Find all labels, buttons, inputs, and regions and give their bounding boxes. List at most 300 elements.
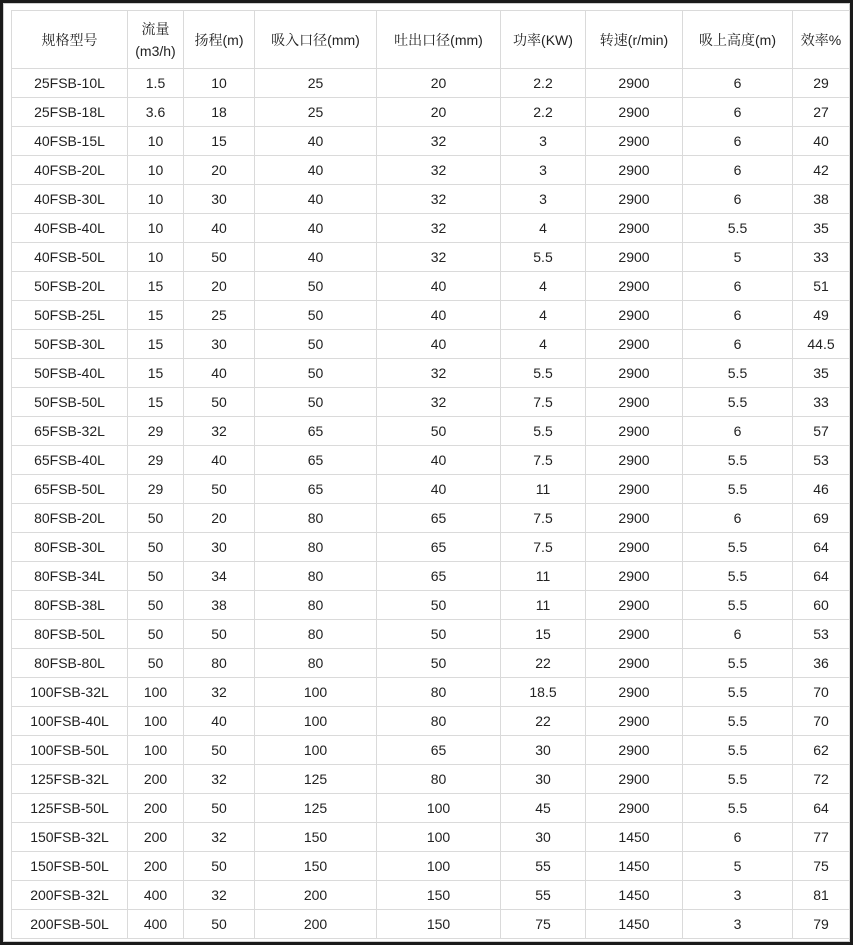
cell-flow: 15: [128, 272, 184, 301]
cell-inlet-diameter: 100: [255, 678, 377, 707]
cell-inlet-diameter: 40: [255, 127, 377, 156]
cell-outlet-diameter: 50: [377, 649, 501, 678]
cell-speed: 2900: [586, 417, 683, 446]
cell-outlet-diameter: 20: [377, 98, 501, 127]
cell-speed: 2900: [586, 301, 683, 330]
cell-model: 80FSB-80L: [12, 649, 128, 678]
cell-inlet-diameter: 50: [255, 272, 377, 301]
table-row: [12, 881, 850, 910]
cell-suction-height: 5: [683, 852, 793, 881]
cell-inlet-diameter: 50: [255, 301, 377, 330]
cell-model: 50FSB-20L: [12, 272, 128, 301]
cell-efficiency: 70: [793, 707, 850, 736]
cell-efficiency: 53: [793, 446, 850, 475]
cell-model: 25FSB-10L: [12, 69, 128, 98]
cell-speed: 2900: [586, 359, 683, 388]
cell-efficiency: 35: [793, 359, 850, 388]
cell-inlet-diameter: 200: [255, 910, 377, 939]
cell-suction-height: 5.5: [683, 359, 793, 388]
cell-inlet-diameter: 25: [255, 69, 377, 98]
cell-outlet-diameter: 80: [377, 678, 501, 707]
cell-speed: 2900: [586, 620, 683, 649]
cell-inlet-diameter: 150: [255, 823, 377, 852]
cell-inlet-diameter: 40: [255, 185, 377, 214]
cell-head: 30: [184, 330, 255, 359]
cell-outlet-diameter: 100: [377, 852, 501, 881]
cell-inlet-diameter: 80: [255, 649, 377, 678]
table-row: [12, 359, 850, 388]
table-row: [12, 910, 850, 939]
cell-model: 150FSB-50L: [12, 852, 128, 881]
cell-outlet-diameter: 32: [377, 185, 501, 214]
cell-inlet-diameter: 100: [255, 707, 377, 736]
table-row: [12, 707, 850, 736]
cell-inlet-diameter: 65: [255, 417, 377, 446]
table-row: [12, 736, 850, 765]
cell-suction-height: 6: [683, 156, 793, 185]
cell-efficiency: 64: [793, 562, 850, 591]
cell-speed: 2900: [586, 69, 683, 98]
table-row: [12, 504, 850, 533]
cell-power: 2.2: [501, 98, 586, 127]
cell-efficiency: 33: [793, 388, 850, 417]
cell-model: 100FSB-32L: [12, 678, 128, 707]
cell-efficiency: 49: [793, 301, 850, 330]
cell-flow: 200: [128, 765, 184, 794]
cell-suction-height: 5.5: [683, 533, 793, 562]
cell-head: 20: [184, 156, 255, 185]
cell-flow: 50: [128, 504, 184, 533]
cell-speed: 2900: [586, 562, 683, 591]
cell-efficiency: 53: [793, 620, 850, 649]
cell-inlet-diameter: 50: [255, 330, 377, 359]
cell-efficiency: 72: [793, 765, 850, 794]
cell-model: 80FSB-20L: [12, 504, 128, 533]
table-row: [12, 417, 850, 446]
cell-suction-height: 5.5: [683, 765, 793, 794]
cell-efficiency: 29: [793, 69, 850, 98]
cell-model: 50FSB-30L: [12, 330, 128, 359]
cell-outlet-diameter: 32: [377, 127, 501, 156]
cell-speed: 2900: [586, 475, 683, 504]
cell-head: 32: [184, 765, 255, 794]
cell-inlet-diameter: 150: [255, 852, 377, 881]
cell-efficiency: 51: [793, 272, 850, 301]
cell-flow: 29: [128, 417, 184, 446]
header-speed: 转速(r/min): [586, 11, 683, 69]
table-row: [12, 156, 850, 185]
cell-speed: 2900: [586, 736, 683, 765]
cell-inlet-diameter: 125: [255, 765, 377, 794]
cell-inlet-diameter: 100: [255, 736, 377, 765]
cell-efficiency: 36: [793, 649, 850, 678]
cell-flow: 50: [128, 533, 184, 562]
cell-power: 3: [501, 127, 586, 156]
cell-efficiency: 69: [793, 504, 850, 533]
cell-power: 7.5: [501, 388, 586, 417]
cell-model: 80FSB-30L: [12, 533, 128, 562]
cell-efficiency: 35: [793, 214, 850, 243]
cell-efficiency: 62: [793, 736, 850, 765]
cell-suction-height: 6: [683, 301, 793, 330]
table-row: [12, 185, 850, 214]
cell-speed: 2900: [586, 533, 683, 562]
cell-power: 30: [501, 736, 586, 765]
cell-model: 40FSB-50L: [12, 243, 128, 272]
cell-head: 25: [184, 301, 255, 330]
cell-speed: 2900: [586, 794, 683, 823]
cell-power: 22: [501, 707, 586, 736]
cell-head: 50: [184, 910, 255, 939]
header-head: 扬程(m): [184, 11, 255, 69]
table-row: [12, 852, 850, 881]
cell-suction-height: 5.5: [683, 475, 793, 504]
cell-efficiency: 33: [793, 243, 850, 272]
cell-speed: 1450: [586, 852, 683, 881]
cell-inlet-diameter: 80: [255, 533, 377, 562]
cell-outlet-diameter: 50: [377, 591, 501, 620]
header-power: 功率(KW): [501, 11, 586, 69]
cell-outlet-diameter: 32: [377, 388, 501, 417]
cell-speed: 2900: [586, 243, 683, 272]
cell-speed: 2900: [586, 272, 683, 301]
cell-head: 50: [184, 243, 255, 272]
cell-flow: 50: [128, 591, 184, 620]
cell-efficiency: 79: [793, 910, 850, 939]
cell-model: 40FSB-30L: [12, 185, 128, 214]
cell-outlet-diameter: 80: [377, 707, 501, 736]
cell-flow: 29: [128, 446, 184, 475]
cell-suction-height: 5.5: [683, 591, 793, 620]
table-row: [12, 69, 850, 98]
cell-power: 7.5: [501, 504, 586, 533]
cell-speed: 2900: [586, 330, 683, 359]
cell-model: 80FSB-38L: [12, 591, 128, 620]
cell-flow: 15: [128, 388, 184, 417]
cell-efficiency: 64: [793, 794, 850, 823]
cell-head: 80: [184, 649, 255, 678]
cell-efficiency: 57: [793, 417, 850, 446]
table-header-row: [12, 11, 850, 69]
cell-speed: 2900: [586, 504, 683, 533]
cell-head: 32: [184, 823, 255, 852]
cell-suction-height: 3: [683, 881, 793, 910]
cell-head: 50: [184, 388, 255, 417]
table-row: [12, 678, 850, 707]
table-row: [12, 301, 850, 330]
table-row: [12, 620, 850, 649]
cell-outlet-diameter: 32: [377, 156, 501, 185]
cell-inlet-diameter: 50: [255, 388, 377, 417]
cell-power: 3: [501, 156, 586, 185]
cell-power: 7.5: [501, 533, 586, 562]
cell-head: 38: [184, 591, 255, 620]
cell-flow: 50: [128, 562, 184, 591]
cell-power: 55: [501, 852, 586, 881]
table-row: [12, 794, 850, 823]
cell-model: 65FSB-32L: [12, 417, 128, 446]
cell-model: 65FSB-50L: [12, 475, 128, 504]
cell-efficiency: 60: [793, 591, 850, 620]
cell-flow: 10: [128, 243, 184, 272]
cell-inlet-diameter: 80: [255, 620, 377, 649]
cell-outlet-diameter: 100: [377, 823, 501, 852]
cell-head: 10: [184, 69, 255, 98]
cell-model: 80FSB-50L: [12, 620, 128, 649]
cell-model: 50FSB-50L: [12, 388, 128, 417]
cell-head: 40: [184, 214, 255, 243]
cell-speed: 2900: [586, 185, 683, 214]
cell-outlet-diameter: 100: [377, 794, 501, 823]
pump-spec-table: [11, 10, 850, 939]
cell-power: 3: [501, 185, 586, 214]
cell-power: 11: [501, 562, 586, 591]
cell-efficiency: 42: [793, 156, 850, 185]
cell-flow: 10: [128, 214, 184, 243]
cell-speed: 1450: [586, 823, 683, 852]
cell-model: 100FSB-40L: [12, 707, 128, 736]
cell-flow: 100: [128, 736, 184, 765]
table-row: [12, 533, 850, 562]
table-row: [12, 330, 850, 359]
cell-outlet-diameter: 32: [377, 214, 501, 243]
cell-power: 4: [501, 301, 586, 330]
cell-suction-height: 6: [683, 330, 793, 359]
cell-flow: 100: [128, 707, 184, 736]
cell-power: 11: [501, 591, 586, 620]
cell-suction-height: 5.5: [683, 446, 793, 475]
cell-suction-height: 5.5: [683, 388, 793, 417]
cell-speed: 2900: [586, 649, 683, 678]
header-outlet-diameter: 吐出口径(mm): [377, 11, 501, 69]
cell-suction-height: 5: [683, 243, 793, 272]
cell-power: 30: [501, 823, 586, 852]
cell-head: 50: [184, 736, 255, 765]
cell-inlet-diameter: 25: [255, 98, 377, 127]
table-row: [12, 446, 850, 475]
cell-inlet-diameter: 65: [255, 446, 377, 475]
cell-suction-height: 5.5: [683, 794, 793, 823]
cell-outlet-diameter: 40: [377, 301, 501, 330]
cell-head: 50: [184, 475, 255, 504]
cell-power: 45: [501, 794, 586, 823]
cell-speed: 2900: [586, 156, 683, 185]
cell-outlet-diameter: 32: [377, 243, 501, 272]
cell-flow: 10: [128, 127, 184, 156]
cell-power: 75: [501, 910, 586, 939]
cell-outlet-diameter: 40: [377, 475, 501, 504]
cell-outlet-diameter: 40: [377, 272, 501, 301]
cell-outlet-diameter: 40: [377, 446, 501, 475]
cell-model: 200FSB-32L: [12, 881, 128, 910]
cell-efficiency: 46: [793, 475, 850, 504]
cell-inlet-diameter: 125: [255, 794, 377, 823]
cell-suction-height: 6: [683, 98, 793, 127]
cell-power: 18.5: [501, 678, 586, 707]
cell-speed: 2900: [586, 214, 683, 243]
cell-model: 50FSB-25L: [12, 301, 128, 330]
cell-head: 30: [184, 533, 255, 562]
cell-suction-height: 5.5: [683, 562, 793, 591]
cell-flow: 200: [128, 823, 184, 852]
cell-efficiency: 40: [793, 127, 850, 156]
cell-suction-height: 6: [683, 185, 793, 214]
cell-model: 125FSB-32L: [12, 765, 128, 794]
cell-efficiency: 77: [793, 823, 850, 852]
cell-model: 40FSB-15L: [12, 127, 128, 156]
cell-efficiency: 70: [793, 678, 850, 707]
header-efficiency: 效率%: [793, 11, 850, 69]
cell-model: 25FSB-18L: [12, 98, 128, 127]
cell-speed: 2900: [586, 765, 683, 794]
header-flow: 流量 (m3/h): [128, 11, 184, 69]
cell-suction-height: 6: [683, 272, 793, 301]
cell-power: 5.5: [501, 417, 586, 446]
header-inlet-diameter: 吸入口径(mm): [255, 11, 377, 69]
cell-inlet-diameter: 80: [255, 504, 377, 533]
cell-head: 32: [184, 678, 255, 707]
table-row: [12, 98, 850, 127]
cell-head: 32: [184, 417, 255, 446]
cell-speed: 1450: [586, 881, 683, 910]
cell-suction-height: 5.5: [683, 736, 793, 765]
cell-power: 11: [501, 475, 586, 504]
cell-suction-height: 5.5: [683, 214, 793, 243]
cell-inlet-diameter: 65: [255, 475, 377, 504]
cell-suction-height: 3: [683, 910, 793, 939]
cell-suction-height: 6: [683, 417, 793, 446]
cell-head: 40: [184, 707, 255, 736]
cell-flow: 10: [128, 156, 184, 185]
cell-flow: 50: [128, 649, 184, 678]
cell-power: 4: [501, 214, 586, 243]
cell-outlet-diameter: 50: [377, 417, 501, 446]
cell-efficiency: 64: [793, 533, 850, 562]
table-row: [12, 127, 850, 156]
cell-model: 65FSB-40L: [12, 446, 128, 475]
cell-head: 20: [184, 504, 255, 533]
cell-speed: 1450: [586, 910, 683, 939]
cell-model: 125FSB-50L: [12, 794, 128, 823]
cell-flow: 200: [128, 794, 184, 823]
cell-speed: 2900: [586, 388, 683, 417]
cell-inlet-diameter: 50: [255, 359, 377, 388]
cell-model: 40FSB-20L: [12, 156, 128, 185]
cell-efficiency: 44.5: [793, 330, 850, 359]
cell-inlet-diameter: 40: [255, 214, 377, 243]
cell-inlet-diameter: 80: [255, 562, 377, 591]
cell-model: 200FSB-50L: [12, 910, 128, 939]
cell-inlet-diameter: 40: [255, 156, 377, 185]
cell-model: 150FSB-32L: [12, 823, 128, 852]
cell-flow: 100: [128, 678, 184, 707]
cell-speed: 2900: [586, 707, 683, 736]
cell-flow: 400: [128, 881, 184, 910]
cell-inlet-diameter: 200: [255, 881, 377, 910]
cell-outlet-diameter: 65: [377, 504, 501, 533]
cell-model: 40FSB-40L: [12, 214, 128, 243]
cell-power: 7.5: [501, 446, 586, 475]
cell-suction-height: 5.5: [683, 678, 793, 707]
cell-inlet-diameter: 40: [255, 243, 377, 272]
cell-suction-height: 5.5: [683, 707, 793, 736]
cell-outlet-diameter: 65: [377, 562, 501, 591]
cell-inlet-diameter: 80: [255, 591, 377, 620]
cell-outlet-diameter: 20: [377, 69, 501, 98]
cell-power: 2.2: [501, 69, 586, 98]
table-row: [12, 214, 850, 243]
cell-efficiency: 38: [793, 185, 850, 214]
header-suction-height: 吸上高度(m): [683, 11, 793, 69]
cell-suction-height: 6: [683, 620, 793, 649]
table-row: [12, 475, 850, 504]
cell-outlet-diameter: 150: [377, 881, 501, 910]
cell-flow: 3.6: [128, 98, 184, 127]
cell-model: 80FSB-34L: [12, 562, 128, 591]
table-row: [12, 591, 850, 620]
cell-outlet-diameter: 32: [377, 359, 501, 388]
cell-efficiency: 81: [793, 881, 850, 910]
table-row: [12, 388, 850, 417]
cell-head: 34: [184, 562, 255, 591]
cell-head: 40: [184, 359, 255, 388]
cell-flow: 10: [128, 185, 184, 214]
table-row: [12, 562, 850, 591]
cell-model: 100FSB-50L: [12, 736, 128, 765]
cell-outlet-diameter: 50: [377, 620, 501, 649]
cell-suction-height: 6: [683, 504, 793, 533]
cell-power: 55: [501, 881, 586, 910]
cell-head: 20: [184, 272, 255, 301]
table-row: [12, 649, 850, 678]
cell-outlet-diameter: 65: [377, 533, 501, 562]
cell-flow: 200: [128, 852, 184, 881]
cell-flow: 400: [128, 910, 184, 939]
cell-head: 40: [184, 446, 255, 475]
cell-speed: 2900: [586, 127, 683, 156]
cell-head: 50: [184, 852, 255, 881]
cell-efficiency: 27: [793, 98, 850, 127]
table-row: [12, 823, 850, 852]
cell-speed: 2900: [586, 591, 683, 620]
cell-outlet-diameter: 80: [377, 765, 501, 794]
cell-suction-height: 6: [683, 823, 793, 852]
cell-power: 22: [501, 649, 586, 678]
cell-speed: 2900: [586, 446, 683, 475]
table-body: [12, 69, 850, 939]
cell-head: 15: [184, 127, 255, 156]
cell-outlet-diameter: 40: [377, 330, 501, 359]
cell-efficiency: 75: [793, 852, 850, 881]
cell-outlet-diameter: 150: [377, 910, 501, 939]
cell-head: 50: [184, 794, 255, 823]
cell-head: 30: [184, 185, 255, 214]
cell-power: 5.5: [501, 243, 586, 272]
cell-speed: 2900: [586, 678, 683, 707]
cell-power: 4: [501, 272, 586, 301]
cell-power: 15: [501, 620, 586, 649]
cell-power: 4: [501, 330, 586, 359]
cell-flow: 15: [128, 301, 184, 330]
table-row: [12, 765, 850, 794]
cell-speed: 2900: [586, 98, 683, 127]
cell-flow: 50: [128, 620, 184, 649]
cell-power: 5.5: [501, 359, 586, 388]
cell-model: 50FSB-40L: [12, 359, 128, 388]
table-row: [12, 243, 850, 272]
table-row: [12, 272, 850, 301]
cell-flow: 1.5: [128, 69, 184, 98]
